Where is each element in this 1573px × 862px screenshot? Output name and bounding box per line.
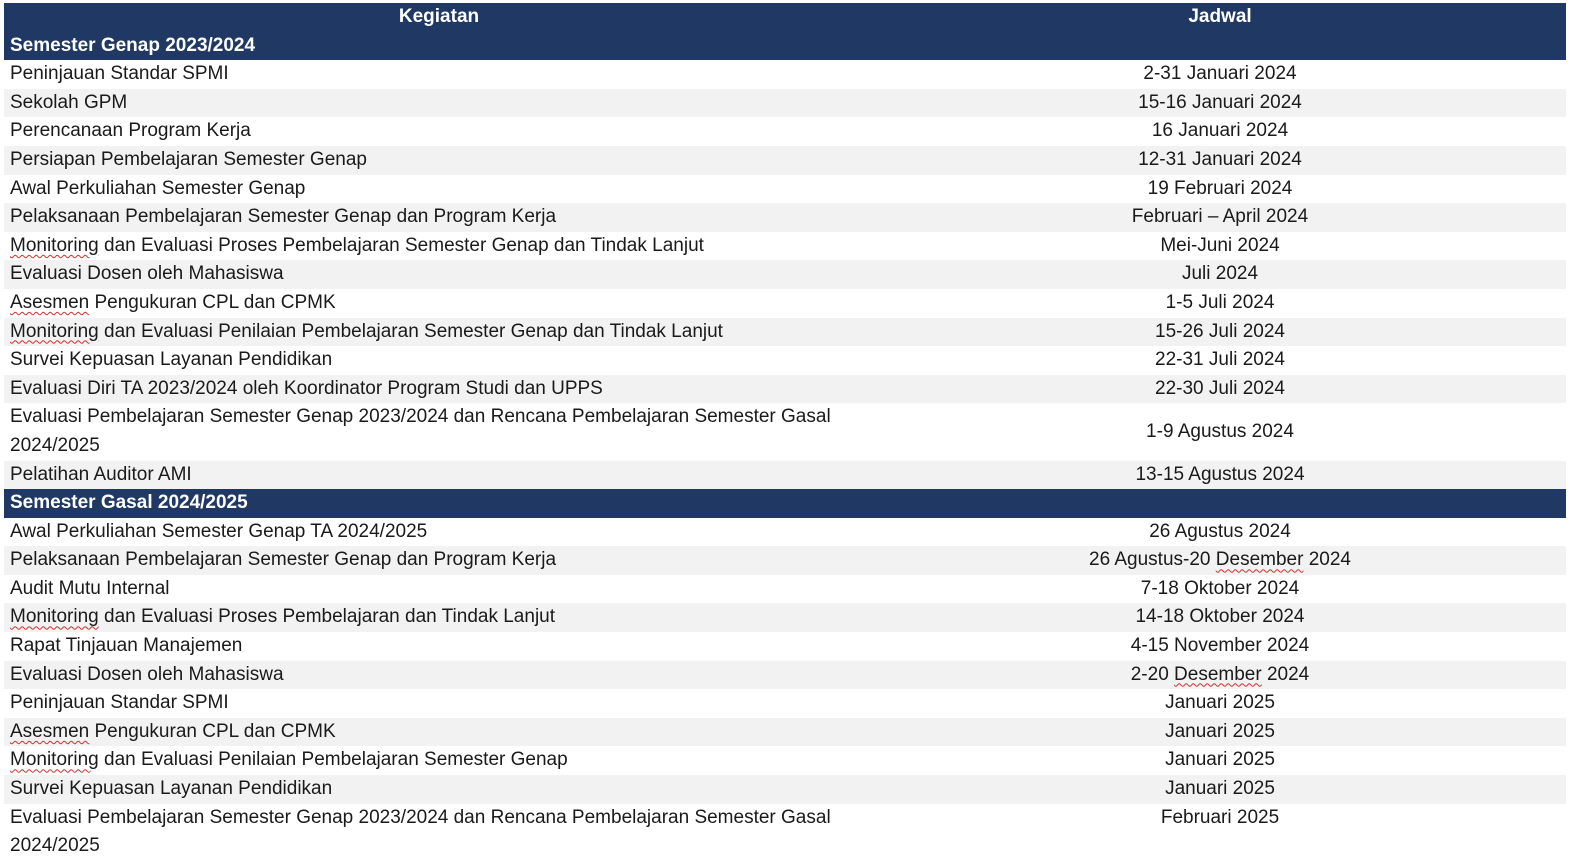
schedule-cell: 12-31 Januari 2024	[874, 146, 1566, 175]
activity-text: Pengukuran CPL dan CPMK	[89, 291, 336, 313]
activity-line: 2024/2025	[10, 835, 100, 857]
table-row	[4, 175, 1566, 204]
activity-cell	[4, 603, 874, 632]
activity-text: dan Evaluasi Proses Pembelajaran dan Tindak Lanjut	[98, 606, 556, 628]
spellcheck-word: Monitoring	[10, 606, 99, 628]
activity-cell: Pelatihan Auditor AMI	[4, 461, 874, 490]
schedule-table	[4, 3, 1566, 861]
header-schedule: Jadwal	[874, 3, 1566, 32]
spellcheck-word: Asesmen	[10, 720, 90, 742]
activity-cell	[4, 718, 874, 747]
activity-cell: Peninjauan Standar SPMI	[10, 692, 229, 714]
activity-cell	[4, 232, 874, 261]
section-title: Semester Gasal 2024/2025	[4, 489, 1566, 518]
activity-cell	[4, 289, 874, 318]
activity-cell	[4, 804, 874, 861]
schedule-text: 2024	[1303, 549, 1351, 571]
table-row	[4, 575, 1566, 604]
schedule-cell: 15-16 Januari 2024	[874, 89, 1566, 118]
activity-cell: Persiapan Pembelajaran Semester Genap	[4, 146, 874, 175]
schedule-cell: 7-18 Oktober 2024	[1140, 577, 1300, 599]
schedule-cell	[874, 546, 1566, 575]
activity-cell: Perencanaan Program Kerja	[10, 120, 251, 142]
activity-text: dan Evaluasi Proses Pembelajaran Semester Genap dan Tindak Lanjut	[98, 234, 704, 256]
activity-cell: Rapat Tinjauan Manajemen	[10, 635, 243, 657]
table-row	[4, 375, 1566, 404]
schedule-cell: Februari – April 2024	[874, 203, 1566, 232]
table-row	[4, 232, 1566, 261]
schedule-cell: Juli 2024	[874, 260, 1566, 289]
schedule-cell: 19 Februari 2024	[1147, 177, 1293, 199]
schedule-text: 2-20	[1130, 663, 1175, 685]
schedule-text: 26 Agustus-20	[1089, 549, 1216, 571]
table-row	[4, 260, 1566, 289]
activity-cell: Awal Perkuliahan Semester Genap TA 2024/2025	[10, 520, 428, 542]
spellcheck-word: Asesmen	[10, 291, 90, 313]
spellcheck-word: Monitoring	[10, 749, 99, 771]
schedule-cell: 22-31 Juli 2024	[1155, 349, 1285, 371]
activity-line: 2024/2025	[10, 434, 100, 456]
schedule-cell: 4-15 November 2024	[1130, 635, 1310, 657]
activity-cell: Peninjauan Standar SPMI	[10, 63, 229, 85]
table-row	[4, 203, 1566, 232]
section-title: Semester Genap 2023/2024	[4, 32, 1566, 61]
table-row	[4, 661, 1566, 690]
spellcheck-word: Monitoring	[10, 234, 99, 256]
table-row	[4, 518, 1566, 547]
activity-cell: Survei Kepuasan Layanan Pendidikan	[10, 349, 333, 371]
header-activity: Kegiatan	[4, 3, 874, 32]
table-row	[4, 89, 1566, 118]
section-row	[4, 32, 1566, 61]
table-row	[4, 775, 1566, 804]
schedule-cell: Januari 2025	[1165, 692, 1275, 714]
activity-cell: Evaluasi Dosen oleh Mahasiswa	[4, 661, 874, 690]
table-row	[4, 689, 1566, 718]
table-row	[4, 289, 1566, 318]
schedule-cell	[874, 661, 1566, 690]
activity-cell: Evaluasi Dosen oleh Mahasiswa	[4, 260, 874, 289]
activity-cell	[4, 403, 874, 460]
spellcheck-word: Desember	[1215, 549, 1304, 571]
header-row	[4, 3, 1566, 32]
schedule-cell: Mei-Juni 2024	[1160, 234, 1280, 256]
table-row	[4, 461, 1566, 490]
activity-line: Evaluasi Pembelajaran Semester Genap 2023/2024 dan Rencana Pembelajaran Semester Gasal	[10, 806, 831, 828]
schedule-cell: 16 Januari 2024	[1151, 120, 1289, 142]
schedule-text: 2024	[1261, 663, 1310, 685]
schedule-cell: Januari 2025	[874, 775, 1566, 804]
schedule-cell: 1-5 Juli 2024	[1165, 291, 1275, 313]
schedule-cell: 13-15 Agustus 2024	[874, 461, 1566, 490]
activity-cell: Pelaksanaan Pembelajaran Semester Genap dan Program Kerja	[4, 203, 874, 232]
activity-cell: Survei Kepuasan Layanan Pendidikan	[4, 775, 874, 804]
schedule-cell: 1-9 Agustus 2024	[1146, 420, 1294, 442]
table-row	[4, 603, 1566, 632]
activity-cell	[4, 746, 874, 775]
table-row	[4, 403, 1566, 460]
schedule-cell: 22-30 Juli 2024	[874, 375, 1566, 404]
section-row	[4, 489, 1566, 518]
schedule-cell: 15-26 Juli 2024	[874, 318, 1566, 347]
table-row	[4, 117, 1566, 146]
table-row	[4, 60, 1566, 89]
table-row	[4, 146, 1566, 175]
activity-cell: Pelaksanaan Pembelajaran Semester Genap dan Program Kerja	[4, 546, 874, 575]
table-row	[4, 746, 1566, 775]
activity-cell: Audit Mutu Internal	[10, 577, 170, 599]
activity-text: dan Evaluasi Penilaian Pembelajaran Semester Genap dan Tindak Lanjut	[98, 320, 723, 342]
table-row	[4, 632, 1566, 661]
activity-cell: Sekolah GPM	[4, 89, 874, 118]
schedule-cell: 26 Agustus 2024	[1149, 520, 1291, 542]
spellcheck-word: Monitoring	[10, 320, 99, 342]
activity-text: dan Evaluasi Penilaian Pembelajaran Semester Genap	[98, 749, 568, 771]
spellcheck-word: Desember	[1174, 663, 1262, 685]
table-row	[4, 718, 1566, 747]
activity-text: Pengukuran CPL dan CPMK	[89, 720, 336, 742]
activity-cell	[4, 318, 874, 347]
table-row	[4, 318, 1566, 347]
schedule-cell: Februari 2025	[1160, 806, 1280, 828]
table-row	[4, 804, 1566, 861]
activity-cell: Awal Perkuliahan Semester Genap	[10, 177, 306, 199]
table-row	[4, 546, 1566, 575]
schedule-cell: Januari 2025	[874, 718, 1566, 747]
schedule-cell: 14-18 Oktober 2024	[874, 603, 1566, 632]
schedule-cell: 2-31 Januari 2024	[1143, 63, 1297, 85]
schedule-cell: Januari 2025	[1165, 749, 1275, 771]
activity-line: Evaluasi Pembelajaran Semester Genap 2023/2024 dan Rencana Pembelajaran Semester Gasal	[10, 406, 831, 428]
activity-cell: Evaluasi Diri TA 2023/2024 oleh Koordinator Program Studi dan UPPS	[4, 375, 874, 404]
table-row	[4, 346, 1566, 375]
